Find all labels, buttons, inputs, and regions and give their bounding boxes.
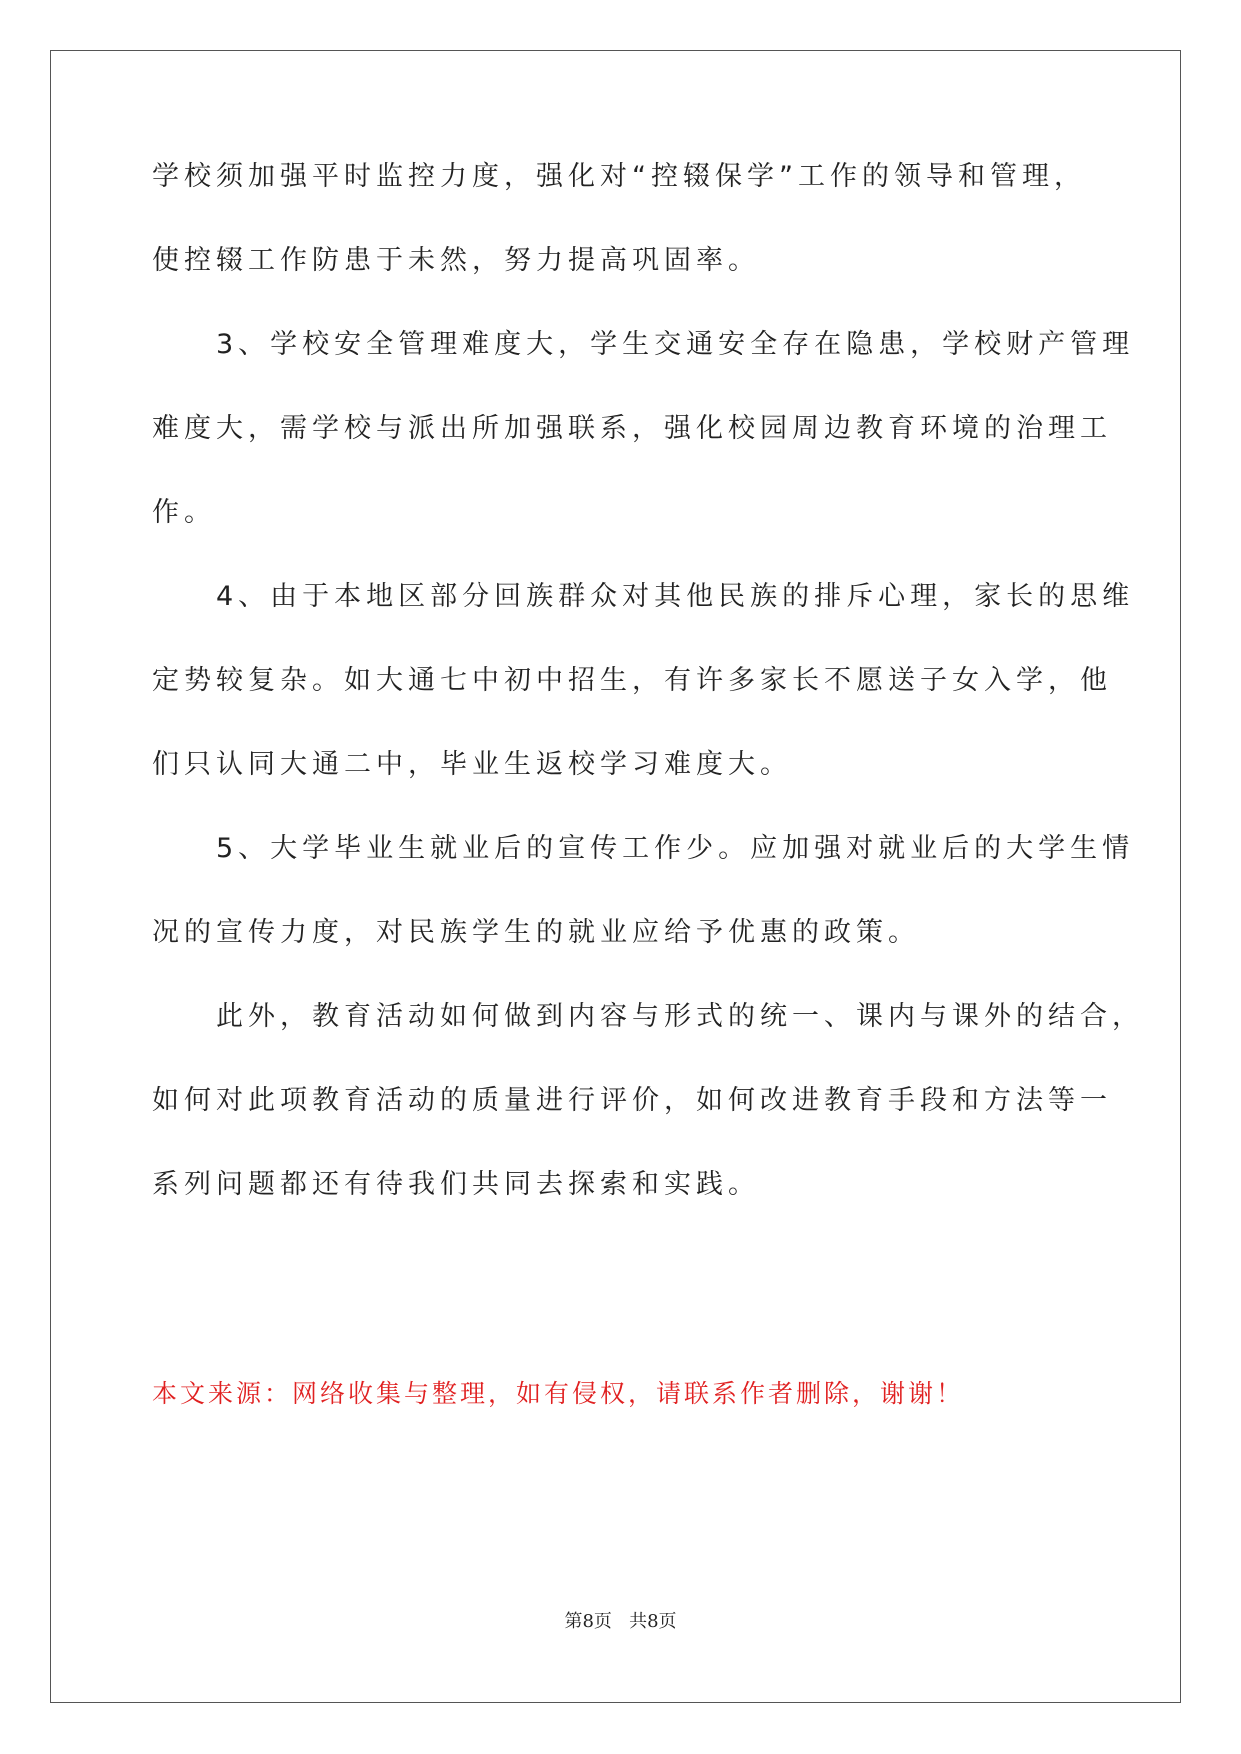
- document-body: [152, 160, 1144, 1202]
- text-line: 况的宣传力度，对民族学生的就业应给予优惠的政策。: [152, 917, 920, 948]
- text-line: 使控辍工作防患于未然，努力提高巩固率。: [152, 245, 760, 276]
- text-line: 们只认同大通二中，毕业生返校学习难度大。: [152, 749, 792, 780]
- text-line: 系列问题都还有待我们共同去探索和实践。: [152, 1169, 760, 1200]
- text-line: 4、由于本地区部分回族群众对其他民族的排斥心理，家长的思维: [152, 581, 1135, 612]
- source-note: 本文来源：网络收集与整理，如有侵权，请联系作者删除，谢谢！: [152, 1379, 965, 1408]
- text-line: 作。: [152, 497, 216, 528]
- text-line: 此外，教育活动如何做到内容与形式的统一、课内与课外的结合，: [152, 1001, 1144, 1032]
- text-line: 学校须加强平时监控力度，强化对“控辍保学”工作的领导和管理，: [152, 161, 1086, 192]
- text-line: 如何对此项教育活动的质量进行评价，如何改进教育手段和方法等一: [152, 1085, 1112, 1116]
- text-line: 定势较复杂。如大通七中初中招生，有许多家长不愿送子女入学，他: [152, 665, 1112, 696]
- text-line: 5、大学毕业生就业后的宣传工作少。应加强对就业后的大学生情: [152, 833, 1135, 864]
- text-line: 难度大，需学校与派出所加强联系，强化校园周边教育环境的治理工: [152, 413, 1112, 444]
- page-footer: 第8页 共8页: [564, 1611, 677, 1632]
- text-line: 3、学校安全管理难度大，学生交通安全存在隐患，学校财产管理: [152, 329, 1135, 360]
